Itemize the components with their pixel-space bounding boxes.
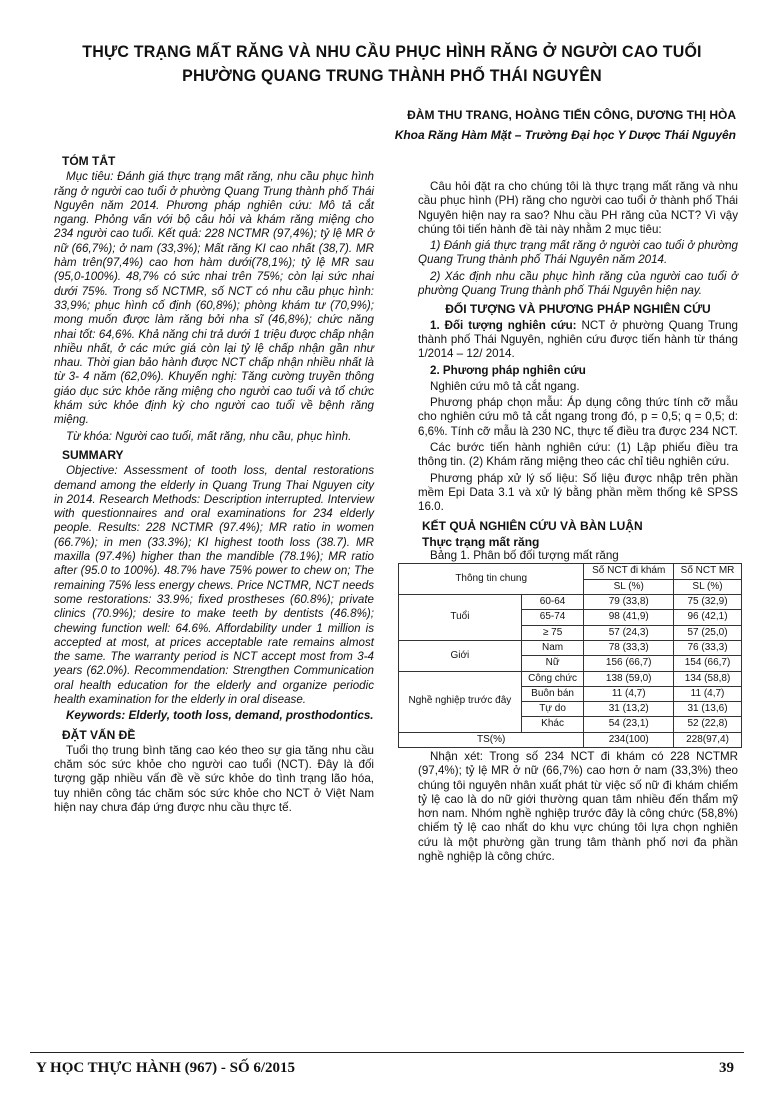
table-header-col1: Số NCT đi khám — [584, 564, 674, 579]
right-column — [408, 180, 738, 866]
cell-value: 52 (22,8) — [674, 717, 742, 732]
cell-value: 54 (23,1) — [584, 717, 674, 732]
method-2-label: 2. Phương pháp nghiên cứu — [430, 363, 586, 377]
methods-heading: ĐỐI TƯỢNG VÀ PHƯƠNG PHÁP NGHIÊN CỨU — [445, 302, 711, 317]
results-heading: KẾT QUẢ NGHIÊN CỨU VÀ BÀN LUẬN — [422, 518, 643, 533]
table-caption: Bảng 1. Phân bố đối tượng mất răng — [430, 549, 619, 563]
table-header-info: Thông tin chung — [399, 564, 584, 595]
row-label: Tự do — [521, 702, 584, 717]
row-label: Khác — [521, 717, 584, 732]
table-header-col2: Số NCT MR — [674, 564, 742, 579]
cell-value: 57 (24,3) — [584, 625, 674, 640]
method-2-text: Nghiên cứu mô tả cắt ngang. — [430, 379, 580, 393]
cell-value: 75 (32,9) — [674, 595, 742, 610]
cell-value: 156 (66,7) — [584, 656, 674, 671]
sub-heading: Thực trạng mất răng — [422, 534, 540, 549]
table-row — [399, 640, 742, 655]
journal-footer: Y HỌC THỰC HÀNH (967) - SỐ 6/2015 — [36, 1060, 296, 1076]
group-job: Nghề nghiệp trước đây — [399, 671, 522, 732]
cell-value: 31 (13,6) — [674, 702, 742, 717]
row-label: Nam — [521, 640, 584, 655]
paper-title-line2: PHƯỜNG QUANG TRUNG THÀNH PHỐ THÁI NGUYÊN — [182, 66, 602, 85]
group-sex: Giới — [399, 640, 522, 671]
method-1-label: 1. Đối tượng nghiên cứu: — [430, 318, 577, 332]
cell-value: 154 (66,7) — [674, 656, 742, 671]
method-5-text: Phương pháp xử lý số liệu: Số liệu được nhập trên phần mềm Epi Data 3.1 và xử lý bằng phần mềm thống kê SPSS 16.0. — [418, 471, 738, 514]
keywords: Keywords: Elderly, tooth loss, demand, prosthodontics. — [66, 709, 374, 723]
table-row — [399, 671, 742, 686]
comment-text: Nhận xét: Trong số 234 NCT đi khám có 228 NCTMR (97,4%); tỷ lệ MR ở nữ (66,7%) cao hơn ở nam (33,3%) theo chúng tôi nguyên nhân xuất phát từ việc số nữ đi khám chiếm tỷ lệ cao là do nữ giới thường quan tâm nhiều đến thẩm mỹ hơn nam. Nhóm nghề nghiệp trước đây là công chức (58,8%) chiếm tỷ lệ cao nhất do khu vực chúng tôi lựa chọn nghiên cứu là một phường gần trung tâm thành phố nơi đa phần nghề nghiệp là công chức. — [418, 749, 738, 864]
intro-text: Câu hỏi đặt ra cho chúng tôi là thực trạng mất răng và nhu cầu phục hình (PH) răng cho người cao tuổi ở thành phố Thái Nguyên hiện nay ra sao? Nhu cầu PH răng của NCT? Vì vậy chúng tôi tiến hành đề tài này nhằm 2 mục tiêu: — [418, 180, 738, 236]
cell-value: 76 (33,3) — [674, 640, 742, 655]
method-4-text: Các bước tiến hành nghiên cứu: (1) Lập phiếu điều tra thông tin. (2) Khám răng miệng theo các chỉ tiêu nghiên cứu. — [418, 441, 738, 469]
tukhoa: Từ khóa: Người cao tuổi, mất răng, nhu cầu, phục hình. — [66, 429, 352, 443]
summary-heading: SUMMARY — [62, 447, 124, 462]
tomtat-heading: TÓM TẮT — [62, 154, 116, 168]
cell-value: 79 (33,8) — [584, 595, 674, 610]
page-number: 39 — [719, 1060, 734, 1076]
table-total-row — [399, 732, 742, 747]
cell-value: 57 (25,0) — [674, 625, 742, 640]
footer-rule — [30, 1052, 744, 1053]
cell-value: 78 (33,3) — [584, 640, 674, 655]
authors: ĐÀM THU TRANG, HOÀNG TIẾN CÔNG, DƯƠNG THỊ HÒA — [407, 108, 736, 122]
row-label: Công chức — [521, 671, 584, 686]
datvande-text: Tuổi thọ trung bình tăng cao kéo theo sự gia tăng nhu cầu chăm sóc sức khỏe cho người cao tuổi (NCT). Đây là đối tượng gặp nhiều vấn đề về sức khỏe do tình trạng lão hóa, tuy nhiên công tác chăm sóc sức khỏe cho NCT ở Việt Nam hiện nay chưa đáp ứng được nhu cầu thực tế. — [54, 743, 374, 815]
total-label: TS(%) — [399, 732, 584, 747]
cell-value: 11 (4,7) — [674, 686, 742, 701]
cell-value: 31 (13,2) — [584, 702, 674, 717]
goal-1: 1) Đánh giá thực trạng mất răng ở người cao tuổi ở phường Quang Trung thành phố Thái Nguyên năm 2014. — [418, 239, 738, 267]
paper-title-line1: THỰC TRẠNG MẤT RĂNG VÀ NHU CẦU PHỤC HÌNH RĂNG Ở NGƯỜI CAO TUỔI — [82, 42, 702, 61]
cell-value: 11 (4,7) — [584, 686, 674, 701]
datvande-heading: ĐẶT VẤN ĐỀ — [62, 727, 136, 742]
goal-2: 2) Xác định nhu cầu phục hình răng của người cao tuổi ở phường Quang Trung thành phố Thái Nguyên hiện nay. — [418, 269, 738, 298]
affiliation: Khoa Răng Hàm Mặt – Trường Đại học Y Dược Thái Nguyên — [394, 128, 736, 142]
row-label: 65-74 — [521, 610, 584, 625]
total-b: 228(97,4) — [674, 732, 742, 747]
method-1-text: NCT ở phường Quang Trung thành phố Thái Nguyên, nghiên cứu được tiến hành từ tháng 1/2014 – 12/ 2014. — [418, 318, 738, 361]
cell-value: 96 (42,1) — [674, 610, 742, 625]
tomtat-text: Mục tiêu: Đánh giá thực trạng mất răng, nhu cầu phục hình răng ở người cao tuổi ở phường Quang Trung thành phố Thái Nguyên năm 2014. Phương pháp nghiên cứu: Mô tả cắt ngang. Phỏng vấn với bộ câu hỏi và khám răng miệng cho 234 người cao tuổi. Kết quả: 228 NCTMR (97,4%); tỷ lệ MR ở nữ (66,7%); ở nam (33,3%); Mất răng KI cao nhất (38,7). MR hàm trên(97,4%) cao hơn hàm dưới(78,1%); tỷ lệ MR sau (95,0-100%). 48,7% có sức nhai trên 75%; còn lại sức nhai dưới 75%. Trong số NCTMR, số NCT có nhu cầu phục hình: 33,9%; phục hình cố định (60,8%); phòng khám tư (70,9%); mong muốn được làm răng bởi nha sĩ (46,8%); chức năng nhai tốt: 64,6%. Khả năng chi trả dưới 1 triệu được chấp nhận nhiều nhất, ở các mức giá còn lại tỷ lệ chấp nhận gần như nhau. Thời gian bảo hành được NCT chấp nhận nhiều nhất là từ 3- 4 năm (62,0%). Khuyến nghị: Tăng cường truyền thông giáo dục sức khỏe răng miệng cho người cao tuổi và tổ chức khám sức khỏe định kỳ cho người cao tuổi về bệnh răng miệng. — [54, 170, 374, 427]
summary-text: Objective: Assessment of tooth loss, dental restorations demand among the elderly in Quang Trung Thai Nguyen city in 2014. Research Methods: Description interrupted. Interview with questionnaires and oral examinations for 234 elderly people. Results: 228 NCTMR (97.4%); MR ratio in women (66.7%); in men (33.3%); KI highest tooth loss (38.7). MR maxilla (97.4%) higher than the mandible (78.1%); MR ratio after (95.0 to 100%). 48.7% have 75% power to chew on; The remaining 75% less energy chews. Price NCTMR, NCT needs some restorations: 33.9%; fixed prostheses (60.8%); private clinics (70.9%); desire to make teeth by dentists (46.8%); chewing function well: 64.6%. Affordability under 1 million is accepted at most, at prices acceptable rate remains almost the same. The warranty period is NCT accept most from 3-4 years (62.0%). Recommendation: Strengthen Communication oral health education for the elderly and organize periodic health examination for the elderly in oral disease. — [54, 464, 374, 706]
cell-value: 98 (41,9) — [584, 610, 674, 625]
cell-value: 138 (59,0) — [584, 671, 674, 686]
method-3-text: Phương pháp chọn mẫu: Áp dụng công thức tính cỡ mẫu cho nghiên cứu mô tả cắt ngang trong đó, p = 0,5; q = 0,5; d: 6,6%. Tính cỡ mẫu là 230 NC, thực tế điều tra được 234 NCT. — [418, 396, 738, 438]
cell-value: 134 (58,8) — [674, 671, 742, 686]
row-label: 60-64 — [521, 595, 584, 610]
row-label: Buôn bán — [521, 686, 584, 701]
row-label: Nữ — [521, 656, 584, 671]
group-age: Tuổi — [399, 595, 522, 641]
table-row — [399, 595, 742, 610]
table-subheader: SL (%) — [674, 579, 742, 594]
table-1 — [398, 563, 742, 748]
left-column — [54, 150, 374, 817]
table-subheader: SL (%) — [584, 579, 674, 594]
row-label: ≥ 75 — [521, 625, 584, 640]
total-a: 234(100) — [584, 732, 674, 747]
